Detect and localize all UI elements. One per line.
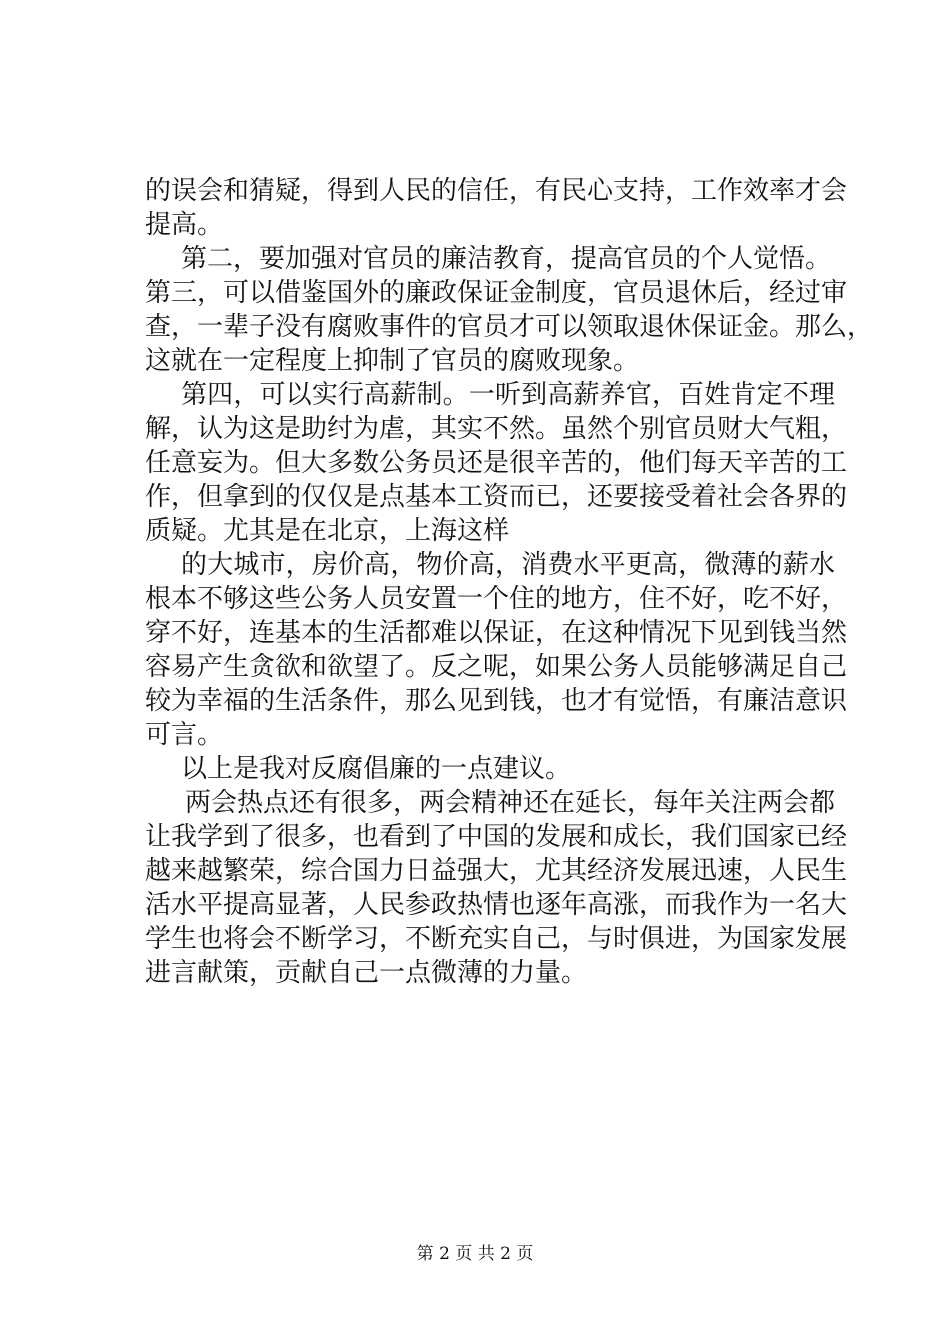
text-line: 查，一辈子没有腐败事件的官员才可以领取退休保证金。那么， bbox=[145, 312, 874, 342]
text-line: 学生也将会不断学习，不断充实自己，与时俱进，为国家发展 bbox=[145, 924, 848, 954]
text-line: 容易产生贪欲和欲望了。反之呢，如果公务人员能够满足自己 bbox=[145, 652, 848, 682]
text-line: 活水平提高显著，人民参政热情也逐年高涨，而我作为一名大 bbox=[145, 890, 848, 920]
text-line: 穿不好，连基本的生活都难以保证，在这种情况下见到钱当然 bbox=[145, 618, 848, 648]
text-line: 第二，要加强对官员的廉洁教育，提高官员的个人觉悟。 bbox=[181, 244, 832, 274]
text-line: 让我学到了很多，也看到了中国的发展和成长，我们国家已经 bbox=[145, 822, 848, 852]
text-line: 质疑。尤其是在北京，上海这样 bbox=[145, 516, 510, 546]
text-line: 较为幸福的生活条件，那么见到钱，也才有觉悟，有廉洁意识 bbox=[145, 686, 848, 716]
text-line: 可言。 bbox=[145, 720, 224, 750]
text-line: 这就在一定程度上抑制了官员的腐败现象。 bbox=[145, 346, 640, 376]
text-line: 作，但拿到的仅仅是点基本工资而已，还要接受着社会各界的 bbox=[145, 482, 848, 512]
text-line: 越来越繁荣，综合国力日益强大，尤其经济发展迅速，人民生 bbox=[145, 856, 848, 886]
text-line: 任意妄为。但大多数公务员还是很辛苦的，他们每天辛苦的工 bbox=[145, 448, 848, 478]
page-number-label: 第 2 页 共 2 页 bbox=[416, 1244, 534, 1264]
text-line: 的大城市，房价高，物价高，消费水平更高，微薄的薪水 bbox=[181, 550, 835, 580]
page-footer bbox=[0, 1242, 950, 1266]
text-line: 两会热点还有很多，两会精神还在延长，每年关注两会都 bbox=[185, 788, 836, 818]
text-line: 解，认为这是助纣为虐，其实不然。虽然个别官员财大气粗， bbox=[145, 414, 848, 444]
text-line: 第四，可以实行高薪制。一听到高薪养官，百姓肯定不理 bbox=[181, 380, 835, 410]
text-line: 以上是我对反腐倡廉的一点建议。 bbox=[181, 754, 572, 784]
text-line: 的误会和猜疑，得到人民的信任，有民心支持，工作效率才会 bbox=[145, 176, 848, 206]
text-line: 第三，可以借鉴国外的廉政保证金制度，官员退休后，经过审 bbox=[145, 278, 848, 308]
text-line: 提高。 bbox=[145, 210, 224, 240]
text-line: 根本不够这些公务人员安置一个住的地方，住不好，吃不好， bbox=[145, 584, 848, 614]
text-line: 进言献策，贡献自己一点微薄的力量。 bbox=[145, 958, 588, 988]
document-body bbox=[145, 174, 874, 990]
